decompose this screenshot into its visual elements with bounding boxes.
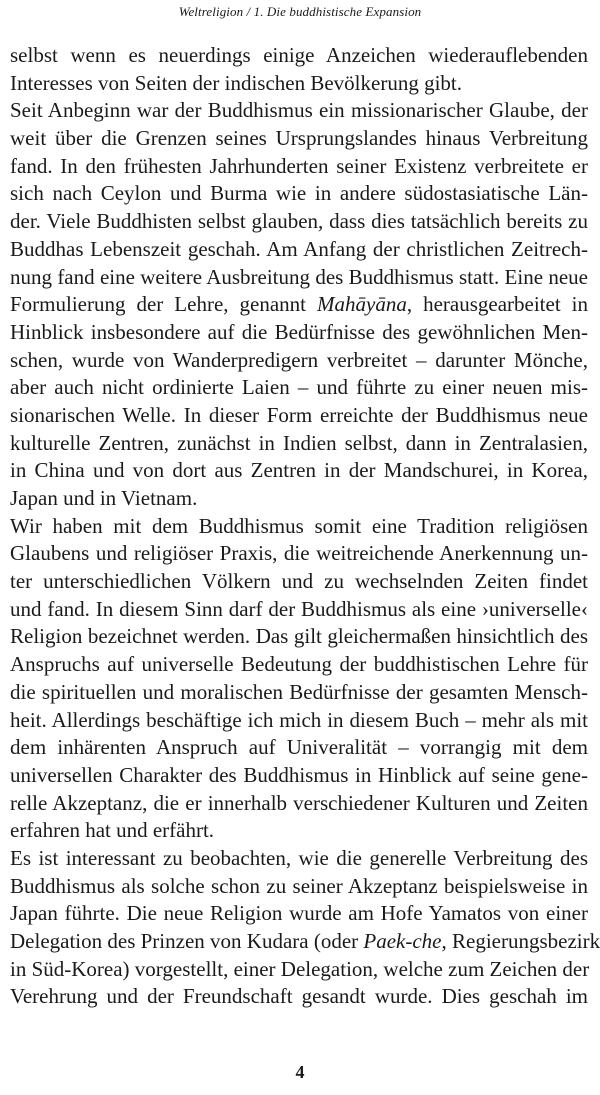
text-run: aber auch nicht ordinierte Laien – und führte zu einer neuen mis- — [10, 375, 588, 400]
text-line — [10, 430, 588, 458]
text-line — [10, 596, 588, 624]
running-head: Weltreligion / 1. Die buddhistische Expansion — [178, 4, 422, 19]
text-run: Religion bezeichnet werden. Das gilt gleichermaßen hinsichtlich des — [10, 624, 588, 649]
emphasized-term: Paek-che — [363, 929, 442, 953]
text-run: der. Viele Buddhisten selbst glauben, dass dies tatsächlich bereits zu — [10, 209, 588, 234]
text-line — [10, 264, 588, 292]
text-run: Buddhismus als solche schon zu seiner Akzeptanz beispielsweise in — [10, 873, 588, 898]
text-line — [10, 180, 588, 208]
text-line — [10, 70, 588, 98]
text-run: Wir haben mit dem Buddhismus somit eine Tradition religiösen — [10, 513, 588, 538]
text-run: heit. Allerdings beschäftige ich mich in diesem Buch – mehr als mit — [10, 707, 588, 732]
text-line — [10, 208, 588, 236]
text-run: nung fand eine weitere Ausbreitung des Buddhismus statt. Eine neue — [10, 264, 588, 289]
text-line — [10, 762, 588, 790]
text-line — [10, 291, 588, 319]
text-line — [10, 485, 588, 513]
text-run: Glaubens und religiöser Praxis, die weitreichende Anerkennung un- — [10, 541, 588, 566]
text-line — [10, 679, 588, 707]
text-run: universellen Charakter des Buddhismus in Hinblick auf seine gene- — [10, 762, 588, 787]
text-run: Hinblick insbesondere auf die Bedürfnisse des gewöhnlichen Men- — [10, 319, 588, 344]
emphasized-term: Mahāyāna — [317, 292, 407, 317]
text-run: in China und von dort aus Zentren in der Mandschurei, in Korea, — [10, 458, 588, 483]
text-line — [10, 153, 588, 181]
text-line — [10, 873, 588, 901]
text-run: Verehrung und der Freundschaft gesandt wurde. Dies geschah im — [10, 984, 588, 1009]
text-line — [10, 457, 588, 485]
text-run: Buddhas Lebenszeit geschah. Am Anfang der christlichen Zeitrech- — [10, 236, 588, 261]
text-line — [10, 402, 588, 430]
text-run: Seit Anbeginn war der Buddhismus ein missionarischer Glaube, der — [10, 98, 588, 123]
text-run: kulturelle Zentren, zunächst in Indien selbst, dann in Zentralasien, — [10, 430, 588, 455]
text-run: Anspruchs auf universelle Bedeutung der buddhistischen Lehre für — [10, 652, 588, 677]
text-run: ter unterschiedlichen Völkern und zu wechselnden Zeiten findet — [10, 569, 588, 594]
text-run: erfahren hat und erfährt. — [10, 818, 215, 843]
text-run: , herausgearbeitet in — [406, 292, 588, 317]
text-run: Interesses von Seiten der indischen Bevölkerung gibt. — [10, 70, 462, 95]
page-number: 4 — [295, 1062, 305, 1082]
text-run: fand. In den frühesten Jahrhunderten seiner Existenz verbreitete er — [10, 153, 588, 178]
text-run: dem inhärenten Anspruch auf Univeralität – vorrangig mit dem — [10, 735, 588, 760]
text-run: Delegation des Prinzen von Kudara (oder — [10, 929, 364, 953]
text-run: Japan führte. Die neue Religion wurde am Hofe Yamatos von einer — [10, 901, 588, 926]
text-run: Japan und in Vietnam. — [10, 486, 198, 510]
text-line — [10, 707, 588, 735]
text-line — [10, 42, 588, 70]
text-line — [10, 956, 588, 984]
body-text — [10, 42, 600, 1011]
text-line — [10, 623, 588, 651]
text-run: und fand. In diesem Sinn darf der Buddhismus als eine ›universelle‹ — [10, 596, 588, 621]
text-line — [10, 347, 588, 375]
text-line — [10, 734, 588, 762]
text-line — [10, 97, 588, 125]
text-line — [10, 651, 588, 679]
text-run: selbst wenn es neuerdings einige Anzeichen wiederauflebenden — [10, 43, 588, 67]
text-line — [10, 374, 588, 402]
text-line — [10, 817, 588, 845]
text-line — [10, 845, 588, 873]
text-line — [10, 900, 588, 928]
text-line — [10, 319, 588, 347]
text-run: relle Akzeptanz, die er innerhalb verschiedener Kulturen und Zeiten — [10, 790, 588, 815]
text-line — [10, 540, 588, 568]
text-line — [10, 790, 588, 818]
text-run: sionarischen Welle. In dieser Form erreichte der Buddhismus neue — [10, 402, 588, 427]
text-run: weit über die Grenzen seines Ursprungslandes hinaus Verbreitung — [10, 126, 588, 151]
text-run: sich nach Ceylon und Burma wie in andere südostasiatische Län- — [10, 181, 588, 206]
text-line — [10, 928, 600, 956]
text-run: Es ist interessant zu beobachten, wie die generelle Verbreitung des — [10, 845, 588, 870]
text-run: Formulierung der Lehre, genannt — [10, 292, 317, 317]
text-line — [10, 236, 588, 264]
text-run: in Süd-Korea) vorgestellt, einer Delegation, welche zum Zeichen der — [10, 956, 590, 981]
text-run: , Regierungsbezirk — [441, 929, 600, 953]
text-run: die spirituellen und moralischen Bedürfnisse der gesamten Mensch- — [10, 679, 588, 704]
text-line — [10, 513, 588, 541]
text-line — [10, 983, 588, 1011]
text-run: schen, wurde von Wanderpredigern verbreitet – darunter Mönche, — [10, 347, 588, 372]
text-line — [10, 125, 588, 153]
text-line — [10, 568, 588, 596]
